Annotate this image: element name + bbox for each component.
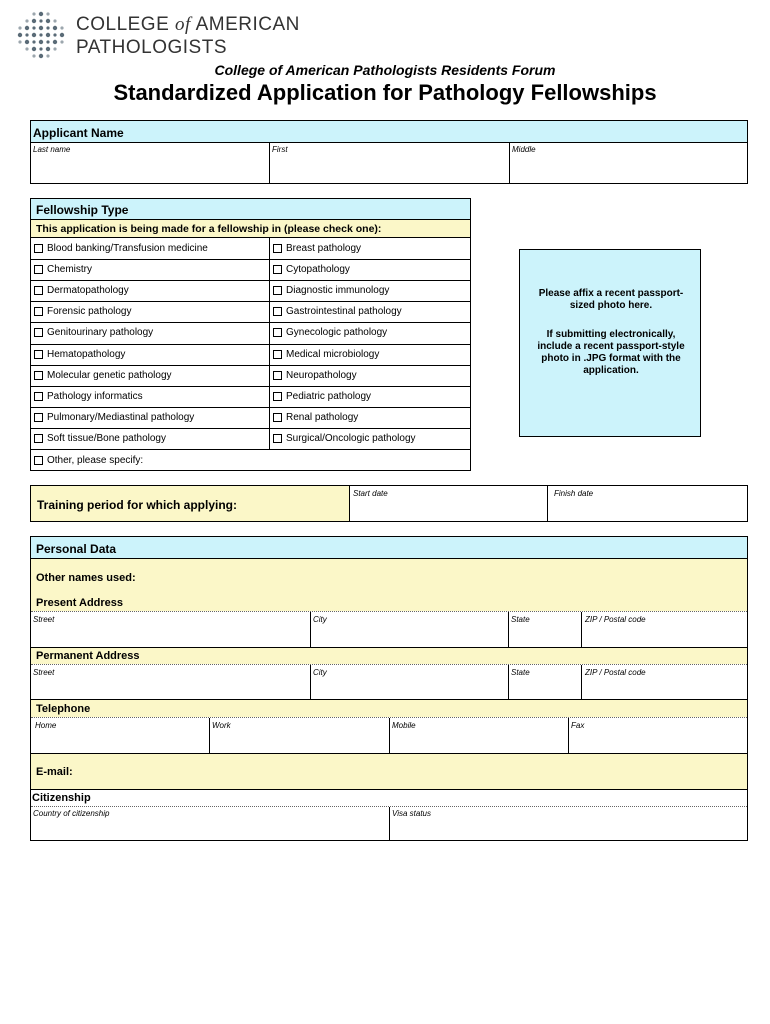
fax-field[interactable]: [569, 718, 747, 753]
fellowship-option-label: Cytopathology: [286, 264, 350, 276]
checkbox[interactable]: [273, 265, 282, 274]
checkbox[interactable]: [273, 434, 282, 443]
fellowship-option-right[interactable]: [273, 349, 379, 360]
divider: [31, 365, 470, 366]
logo-dot: [60, 40, 63, 43]
fellowship-option-right[interactable]: [273, 306, 402, 317]
logo-word-of: of: [175, 14, 191, 35]
cap-logo: [16, 10, 300, 62]
logo-dot: [60, 26, 63, 29]
fellowship-option-right[interactable]: [273, 264, 350, 275]
logo-dot: [46, 54, 49, 57]
logo-dot: [46, 26, 49, 29]
logo-dot: [39, 26, 43, 30]
logo-dot: [46, 40, 49, 43]
fellowship-option-right[interactable]: [273, 243, 361, 254]
permanent-address-heading: Permanent Address: [36, 650, 140, 662]
telephone-heading: Telephone: [36, 703, 91, 715]
fellowship-option-left[interactable]: [34, 433, 166, 444]
logo-dot: [53, 19, 56, 22]
checkbox[interactable]: [273, 371, 282, 380]
fellowship-type-section: [30, 198, 471, 471]
fellowship-option-label: Chemistry: [47, 264, 93, 276]
checkbox[interactable]: [34, 265, 43, 274]
fellowship-instruction-row: [31, 220, 470, 238]
permanent-state-label: State: [511, 668, 530, 677]
training-period-section: [30, 485, 748, 522]
fellowship-option-label: Gynecologic pathology: [286, 327, 388, 339]
personal-data-heading: Personal Data: [36, 542, 117, 556]
checkbox[interactable]: [273, 392, 282, 401]
personal-data-header: [31, 537, 747, 559]
fellowship-option-left[interactable]: [34, 243, 208, 254]
fellowship-option-label: Neuropathology: [286, 369, 357, 381]
fellowship-option-left[interactable]: [34, 285, 129, 296]
logo-wordmark-line1: [76, 14, 300, 36]
permanent-state-field[interactable]: [509, 665, 582, 699]
logo-word-american: AMERICAN: [195, 14, 300, 35]
photo-placeholder[interactable]: [519, 249, 701, 437]
email-label: E-mail:: [36, 766, 73, 778]
present-address-header: [31, 595, 747, 611]
applicant-name-header: [31, 121, 747, 143]
present-state-label: State: [511, 615, 530, 624]
logo-dot: [39, 12, 43, 16]
checkbox[interactable]: [34, 350, 43, 359]
fellowship-option-left[interactable]: [34, 306, 132, 317]
logo-dot: [53, 33, 56, 36]
logo-dot: [60, 33, 64, 37]
fellowship-option-left[interactable]: [34, 264, 92, 275]
middle-name-label: Middle: [512, 145, 536, 154]
checkbox[interactable]: [273, 413, 282, 422]
fellowship-option-label: Renal pathology: [286, 411, 359, 423]
checkbox[interactable]: [34, 244, 43, 253]
present-zip-label: ZIP / Postal code: [585, 615, 646, 624]
applicant-name-heading: Applicant Name: [33, 126, 124, 140]
work-phone-field[interactable]: [210, 718, 390, 753]
fellowship-option-label: Pediatric pathology: [286, 390, 372, 402]
fellowship-option-right[interactable]: [273, 370, 357, 381]
present-state-field[interactable]: [509, 612, 582, 647]
logo-dot: [25, 47, 28, 50]
checkbox[interactable]: [273, 350, 282, 359]
logo-dot: [25, 33, 28, 36]
permanent-address-header: [31, 648, 747, 664]
fellowship-option-right[interactable]: [273, 391, 371, 402]
fellowship-option-right[interactable]: [273, 285, 389, 296]
divider: [31, 449, 470, 450]
personal-data-section: [30, 536, 748, 841]
middle-name-field[interactable]: [510, 143, 747, 183]
fellowship-option-left[interactable]: [34, 391, 143, 402]
training-period-label-cell: [31, 486, 350, 521]
telephone-header: [31, 700, 747, 717]
fellowship-option-label: Gastrointestinal pathology: [286, 306, 402, 318]
logo-dot: [46, 33, 50, 37]
mobile-phone-field[interactable]: [390, 718, 569, 753]
visa-status-label: Visa status: [392, 809, 431, 818]
fellowship-option-label: Breast pathology: [286, 243, 362, 254]
logo-wordmark-line2: PATHOLOGISTS: [76, 37, 227, 58]
fellowship-option-label: Genitourinary pathology: [47, 327, 154, 339]
divider: [31, 344, 470, 345]
cap-logo-mark: [16, 10, 68, 60]
checkbox[interactable]: [34, 434, 43, 443]
checkbox[interactable]: [34, 392, 43, 401]
fellowship-instruction: This application is being made for a fellowship in (please check one):: [36, 223, 382, 235]
present-street-field[interactable]: [31, 612, 311, 647]
logo-dot: [39, 33, 42, 36]
checkbox[interactable]: [34, 371, 43, 380]
logo-dot: [18, 40, 21, 43]
logo-dot: [39, 54, 43, 58]
present-city-field[interactable]: [311, 612, 509, 647]
checkbox[interactable]: [34, 413, 43, 422]
fellowship-option-label: Pulmonary/Mediastinal pathology: [47, 411, 195, 423]
fellowship-option-label: Molecular genetic pathology: [47, 369, 172, 381]
photo-electronic-instruction: If submitting electronically, include a recent passport-style photo in .JPG format with the application.: [537, 329, 685, 376]
citizenship-header: [31, 790, 747, 806]
checkbox[interactable]: [273, 244, 282, 253]
logo-dot: [25, 26, 29, 30]
fellowship-option-label: Medical microbiology: [286, 348, 380, 360]
form-subtitle: College of American Pathologists Residents Forum: [214, 62, 556, 78]
present-address-heading: Present Address: [36, 597, 124, 609]
logo-dot: [32, 54, 35, 57]
fellowship-option-label: Surgical/Oncologic pathology: [286, 432, 416, 444]
logo-word-college: COLLEGE: [76, 14, 170, 35]
divider: [31, 301, 470, 302]
logo-dot: [32, 12, 35, 15]
logo-dot: [53, 47, 56, 50]
fellowship-option-left[interactable]: [34, 412, 194, 423]
fellowship-option-label: Diagnostic immunology: [286, 285, 390, 297]
logo-dot: [39, 47, 42, 50]
checkbox[interactable]: [273, 328, 282, 337]
applicant-name-section: [30, 120, 748, 184]
permanent-street-label: Street: [33, 668, 55, 677]
checkbox[interactable]: [273, 307, 282, 316]
other-names-field[interactable]: [31, 559, 747, 595]
fellowship-option-label: Forensic pathology: [47, 306, 132, 318]
last-name-label: Last name: [33, 145, 71, 154]
logo-dot: [32, 40, 35, 43]
permanent-city-label: City: [313, 668, 327, 677]
email-field[interactable]: [31, 754, 747, 789]
present-street-label: Street: [33, 615, 55, 624]
present-zip-field[interactable]: [582, 612, 747, 647]
permanent-zip-field[interactable]: [582, 665, 747, 699]
logo-dot: [25, 19, 28, 22]
home-phone-field[interactable]: [31, 718, 210, 753]
checkbox[interactable]: [34, 307, 43, 316]
divider: [269, 238, 270, 449]
fellowship-option-right[interactable]: [273, 412, 358, 423]
logo-dot: [32, 33, 36, 37]
fellowship-option-right[interactable]: [273, 327, 387, 338]
divider: [31, 259, 470, 260]
logo-dot: [46, 19, 50, 23]
country-of-citizenship-label: Country of citizenship: [33, 809, 110, 818]
logo-dot: [39, 19, 42, 22]
fellowship-option-other[interactable]: [34, 455, 143, 466]
work-phone-label: Work: [212, 721, 231, 730]
training-period-label: Training period for which applying:: [37, 498, 238, 512]
fellowship-option-label: Blood banking/Transfusion medicine: [47, 243, 208, 254]
checkbox[interactable]: [34, 456, 43, 465]
fellowship-option-left[interactable]: [34, 370, 172, 381]
home-phone-label: Home: [35, 721, 57, 730]
logo-dot: [46, 12, 49, 15]
logo-dot: [39, 40, 43, 44]
checkbox[interactable]: [34, 286, 43, 295]
permanent-street-field[interactable]: [31, 665, 311, 699]
fellowship-type-heading: Fellowship Type: [36, 203, 129, 217]
fellowship-option-label: Hematopathology: [47, 348, 126, 360]
fellowship-option-label: Dermatopathology: [47, 285, 129, 297]
country-of-citizenship-field[interactable]: [31, 807, 390, 840]
divider: [31, 386, 470, 387]
logo-dot: [53, 26, 57, 30]
logo-dot: [18, 33, 22, 37]
checkbox[interactable]: [273, 286, 282, 295]
fax-label: Fax: [571, 721, 585, 730]
logo-dot: [53, 40, 57, 44]
visa-status-field[interactable]: [390, 807, 747, 840]
permanent-zip-label: ZIP / Postal code: [585, 668, 646, 677]
start-date-label: Start date: [353, 489, 388, 498]
first-name-field[interactable]: [270, 143, 509, 183]
finish-date-field[interactable]: [548, 486, 747, 521]
first-name-label: First: [272, 145, 288, 154]
form-title: Standardized Application for Pathology Fellowships: [113, 80, 657, 105]
fellowship-option-label: Pathology informatics: [47, 390, 143, 402]
checkbox[interactable]: [34, 328, 43, 337]
permanent-city-field[interactable]: [311, 665, 509, 699]
fellowship-type-header: [31, 199, 470, 220]
present-city-label: City: [313, 615, 327, 624]
fellowship-option-left[interactable]: [34, 349, 125, 360]
logo-dot: [25, 40, 29, 44]
fellowship-option-label: Soft tissue/Bone pathology: [47, 432, 166, 444]
start-date-field[interactable]: [350, 486, 548, 521]
fellowship-option-label: Other, please specify:: [47, 455, 144, 466]
last-name-field[interactable]: [31, 143, 269, 183]
divider: [31, 322, 470, 323]
citizenship-heading: Citizenship: [32, 792, 91, 804]
finish-date-label: Finish date: [554, 489, 594, 498]
logo-dot: [32, 26, 35, 29]
divider: [31, 280, 470, 281]
logo-dot: [32, 47, 36, 51]
logo-dot: [32, 19, 36, 23]
photo-instruction: Please affix a recent passport-sized photo here.: [538, 288, 684, 311]
logo-dot: [46, 47, 50, 51]
fellowship-option-left[interactable]: [34, 327, 153, 338]
fellowship-option-right[interactable]: [273, 433, 416, 444]
mobile-phone-label: Mobile: [392, 721, 416, 730]
divider: [31, 428, 470, 429]
divider: [31, 407, 470, 408]
other-names-label: Other names used:: [36, 572, 136, 584]
logo-dot: [18, 26, 21, 29]
